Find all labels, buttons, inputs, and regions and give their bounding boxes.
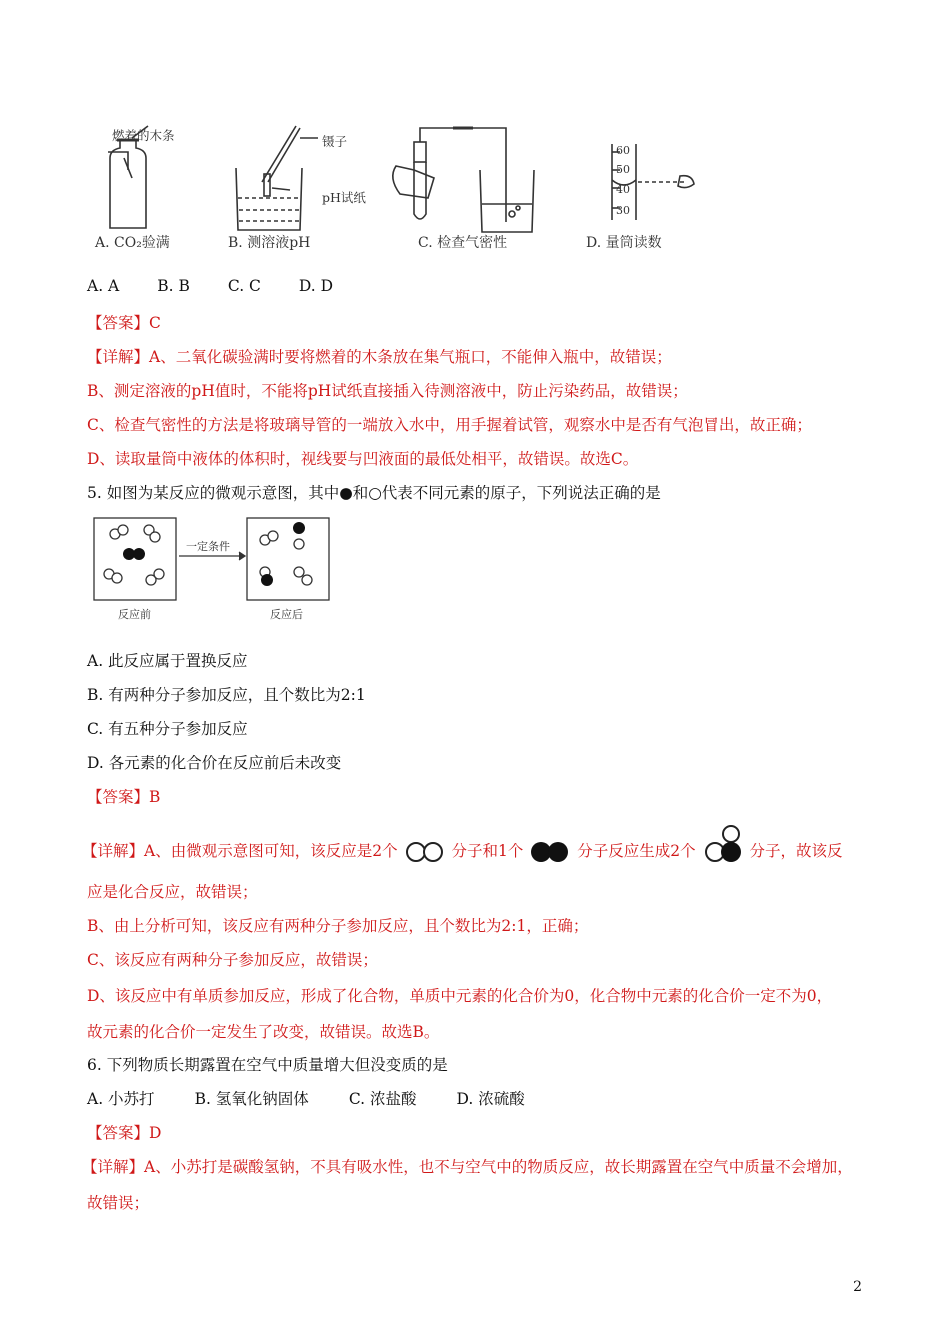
diagram-before-label: 反应前 [118,608,151,621]
scale-50: 50 [616,163,630,176]
q5-answer [87,785,160,807]
q6-stem: 6. 下列物质长期露置在空气中质量增大但没变质的是 [87,1056,448,1074]
q4-detail-c: C、检查气密性的方法是将玻璃导管的一端放入水中，用手握着试管，观察水中是否有气泡冒出，故正确； [87,416,812,434]
detail-text: 分子和1个 [451,842,524,860]
detail-text: 分子，故该反 [749,842,843,860]
q5-option-c[interactable]: C. 有五种分子参加反应 [87,720,248,738]
q6-option-b[interactable]: B. 氢氧化钠固体 [194,1090,309,1108]
caption-a: A. CO₂验满 [95,235,170,251]
diagram-arrow-label: 一定条件 [186,540,230,553]
diagram-after-label: 反应后 [270,608,303,621]
q6-detail-a [82,1155,853,1177]
detail-tag: 【详解】 [87,348,150,366]
q5-option-b[interactable]: B. 有两种分子参加反应，且个数比为2:1 [87,686,366,704]
q5-detail-c: C、该反应有两种分子参加反应，故错误； [87,951,378,969]
q4-option-d[interactable]: D. D [298,277,334,295]
label-ph-paper: pH试纸 [322,190,366,205]
q6-detail-a-cont: 故错误； [87,1194,150,1212]
answer-value: D [149,1124,162,1142]
q5-detail-b: B、由上分析可知，该反应有两种分子参加反应，且个数比为2:1，正确； [87,917,589,935]
label-tweezers: 镊子 [322,134,348,149]
q5-detail-a [82,824,842,865]
q5-option-d[interactable]: D. 各元素的化合价在反应前后未改变 [87,754,342,772]
answer-tag: 【答案】 [87,314,150,332]
q4-answer [87,311,161,333]
q5-detail-d: D、该反应中有单质参加反应，形成了化合物，单质中元素的化合价为0，化合物中元素的化合价一定不为0， [87,987,833,1005]
answer-tag: 【答案】 [87,788,150,806]
answer-value: C [149,314,161,332]
q5-option-a[interactable]: A. 此反应属于置换反应 [87,652,248,670]
q5-detail-d-cont: 故元素的化合价一定发生了改变，故错误。故选B。 [87,1023,440,1041]
q6-option-c[interactable]: C. 浓盐酸 [348,1090,417,1108]
scale-60: 60 [616,144,630,157]
caption-d: D. 量筒读数 [586,235,662,251]
answer-tag: 【答案】 [87,1124,150,1142]
scale-30: 30 [616,204,630,217]
scale-40: 40 [616,183,630,196]
q4-detail-a [87,345,672,367]
detail-tag: 【详解】 [82,842,145,860]
c2-molecule-icon [528,839,572,865]
detail-text: A、二氧化碳验满时要将燃着的木条放在集气瓶口，不能伸入瓶中，故错误； [149,348,672,366]
q4-detail-b: B、测定溶液的pH值时，不能将pH试纸直接插入待测溶液中，防止污染药品，故错误； [87,382,688,400]
page-number: 2 [853,1279,862,1295]
detail-text: 分子反应生成2个 [577,842,696,860]
detail-text: A、由微观示意图可知，该反应是2个 [144,842,398,860]
q6-options [87,1087,565,1109]
q4-detail-d: D、读取量筒中液体的体积时，视线要与凹液面的最低处相平，故错误。故选C。 [87,450,639,468]
detail-tag: 【详解】 [82,1158,145,1176]
q6-answer [87,1121,161,1143]
q4-option-c[interactable]: C. C [227,277,261,295]
o2-molecule-icon [403,839,447,865]
label-burning-stick: 燃着的木条 [112,128,175,143]
q4-options [87,277,371,295]
q6-option-a[interactable]: A. 小苏打 [87,1090,155,1108]
answer-value: B [149,788,161,806]
detail-text: A、小苏打是碳酸氢钠，不具有吸水性，也不与空气中的物质反应，故长期露置在空气中质量不会增加， [144,1158,853,1176]
q6-option-d[interactable]: D. 浓硫酸 [456,1090,525,1108]
caption-c: C. 检查气密性 [418,235,508,251]
co-molecule-icon [701,824,745,864]
q4-option-b[interactable]: B. B [157,277,190,295]
q5-detail-a-cont: 应是化合反应，故错误； [87,883,258,901]
caption-b: B. 测溶液pH [228,235,311,251]
q4-option-a[interactable]: A. A [87,277,120,295]
q5-stem: 5. 如图为某反应的微观示意图，其中●和○代表不同元素的原子，下列说法正确的是 [87,484,661,502]
